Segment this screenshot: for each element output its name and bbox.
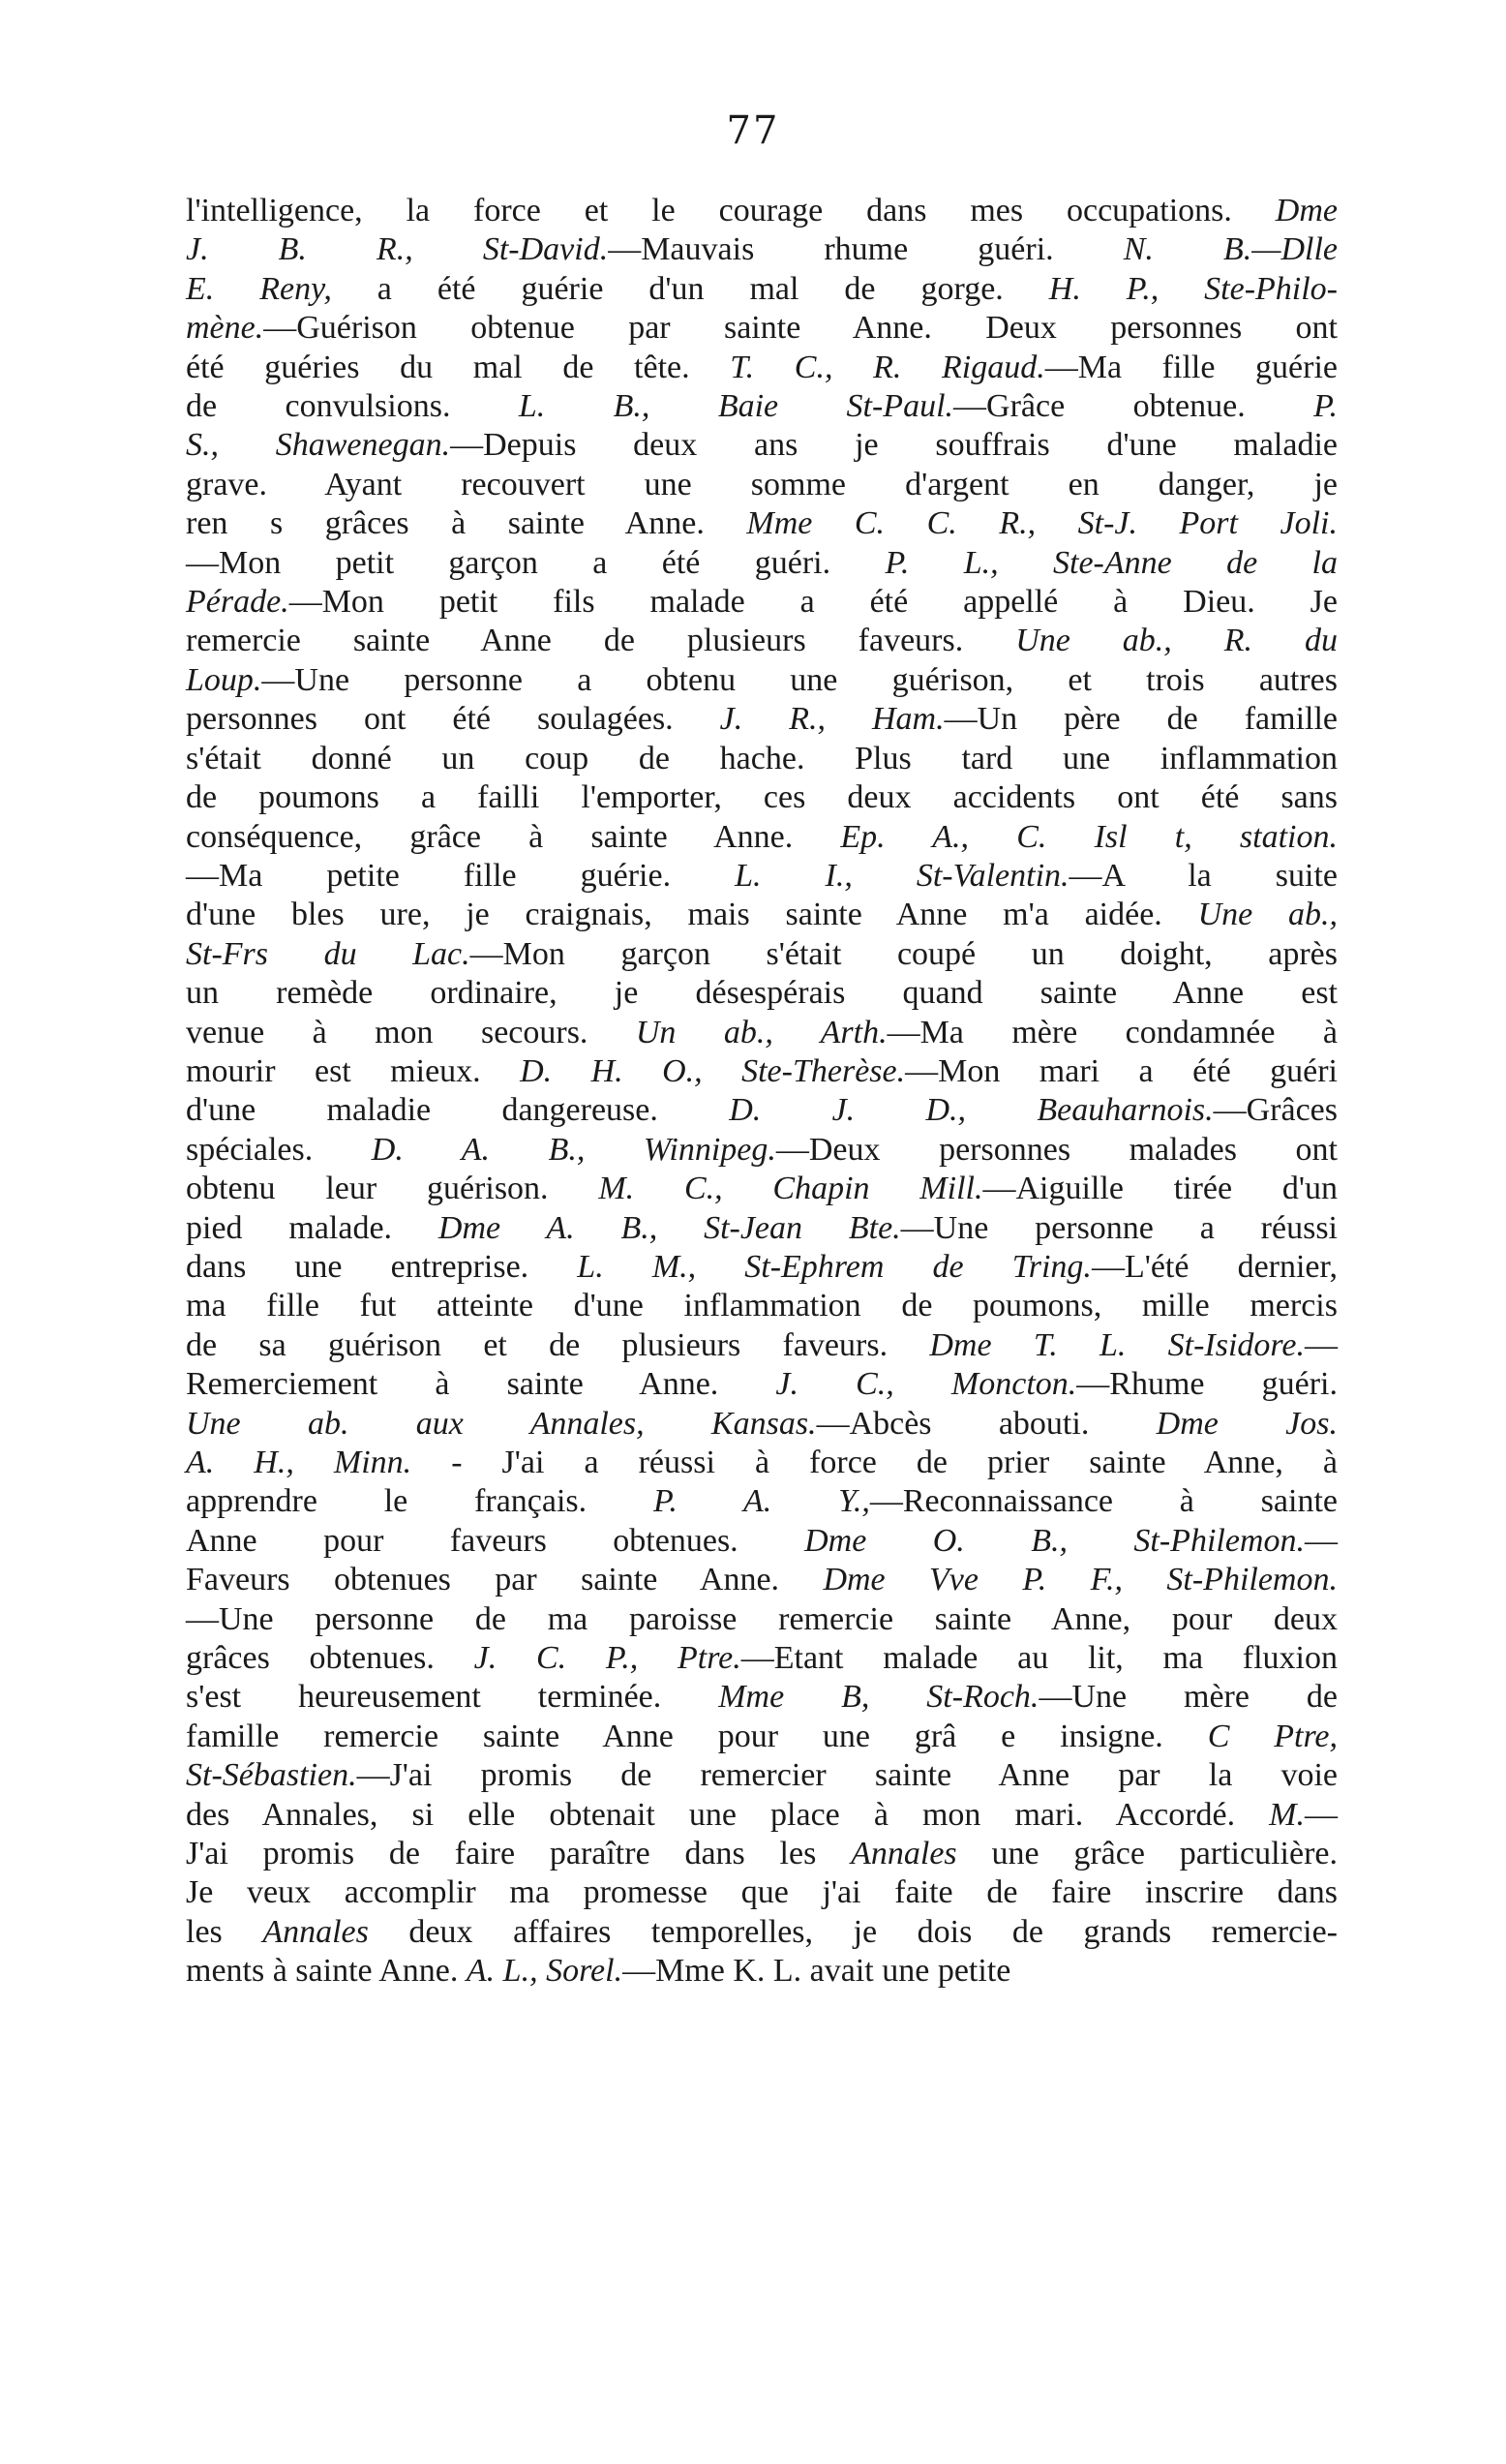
- italic-segment: Une ab.,: [1197, 897, 1338, 933]
- text-line: [186, 426, 1338, 465]
- text-segment: —Deux personnes malades ont: [775, 1131, 1339, 1168]
- text-segment: de poumons a failli l'emporter, ces deux accidents ont été sans: [186, 779, 1338, 816]
- text-segment: Je veux accomplir ma promesse que j'ai faite de faire inscrire dans: [186, 1874, 1338, 1911]
- text-segment: a été guérie d'un mal de gorge.: [331, 270, 1049, 307]
- text-line: [186, 974, 1338, 1013]
- text-segment: spéciales.: [186, 1131, 372, 1168]
- text-segment: —Mon garçon s'était coupé un doight, après: [469, 935, 1338, 972]
- text-segment: famille remercie sainte Anne pour une grâ e insigne.: [186, 1718, 1208, 1754]
- text-line: [186, 466, 1338, 504]
- text-segment: un remède ordinaire, je désespérais quand sainte Anne est: [186, 975, 1338, 1012]
- text-line: [186, 1600, 1338, 1639]
- italic-segment: St-Frs du Lac.: [186, 935, 470, 972]
- italic-segment: A. L., Sorel.: [466, 1953, 623, 1990]
- text-segment: apprendre le français.: [186, 1483, 653, 1520]
- italic-segment: M. C., Chapin Mill.: [598, 1171, 983, 1207]
- text-line: [186, 1405, 1338, 1444]
- text-segment: été guéries du mal de tête.: [186, 349, 731, 385]
- text-segment: —Une personne a obtenu une guérison, et trois autres: [261, 661, 1338, 698]
- text-segment: Faveurs obtenues par sainte Anne.: [186, 1562, 824, 1598]
- text-segment: —Une personne de ma paroisse remercie sainte Anne, pour deux: [186, 1600, 1338, 1637]
- text-line: [186, 1796, 1338, 1835]
- text-segment: grâces obtenues.: [186, 1640, 474, 1677]
- text-segment: Remerciement à sainte Anne.: [186, 1366, 776, 1403]
- text-line: [186, 270, 1338, 309]
- text-segment: Anne pour faveurs obtenues.: [186, 1522, 805, 1559]
- page-number: 77: [726, 108, 780, 153]
- text-segment: —: [1305, 1796, 1338, 1833]
- italic-segment: P. L., Ste-Anne de la: [885, 544, 1338, 581]
- text-segment: —J'ai promis de remercier sainte Anne par la voie: [356, 1757, 1338, 1794]
- text-line: [186, 818, 1338, 857]
- text-segment: ren s grâces à sainte Anne.: [186, 505, 747, 542]
- italic-segment: Dme Jos.: [1156, 1405, 1338, 1442]
- text-line: [186, 1131, 1338, 1170]
- italic-segment: Loup.: [186, 661, 262, 698]
- text-segment: —Ma fille guérie: [1044, 349, 1339, 385]
- text-segment: —Rhume guéri.: [1076, 1366, 1338, 1403]
- text-segment: conséquence, grâce à sainte Anne.: [186, 818, 841, 855]
- italic-segment: J. C., Moncton.: [775, 1366, 1077, 1403]
- italic-segment: L. I., St-Valentin.: [735, 857, 1069, 894]
- text-line: [186, 1639, 1338, 1678]
- text-segment: grave. Ayant recouvert une somme d'argent en danger, je: [186, 466, 1338, 502]
- text-line: [186, 1678, 1338, 1717]
- italic-segment: Pérade.: [186, 584, 289, 621]
- text-segment: —Mauvais rhume guéri.: [608, 231, 1124, 268]
- italic-segment: J. C. P., Ptre.: [473, 1640, 741, 1677]
- text-line: [186, 309, 1338, 348]
- italic-segment: H. P., Ste-Philo-: [1048, 270, 1339, 307]
- text-line: [186, 583, 1338, 622]
- text-line: [186, 387, 1338, 426]
- text-line: [186, 1718, 1338, 1756]
- italic-segment: D. J. D., Beauharnois.: [729, 1092, 1214, 1129]
- italic-segment: J. B. R., St-David.: [186, 231, 609, 268]
- text-line: [186, 1052, 1338, 1091]
- text-segment: mourir est mieux.: [186, 1052, 521, 1089]
- text-segment: de convulsions.: [186, 388, 519, 425]
- text-segment: pied malade.: [186, 1209, 438, 1246]
- italic-segment: St-Sébastien.: [186, 1757, 357, 1794]
- italic-segment: Dme A. B., St-Jean Bte.: [437, 1209, 901, 1246]
- italic-segment: Annales: [851, 1836, 957, 1872]
- text-segment: —Ma petite fille guérie.: [186, 857, 736, 894]
- text-segment: —Grâces: [1213, 1092, 1339, 1129]
- text-segment: J'ai promis de faire paraître dans les: [186, 1836, 852, 1872]
- text-line: [186, 1561, 1338, 1599]
- italic-segment: Annales: [262, 1913, 369, 1950]
- italic-segment: Une ab., R. du: [1015, 623, 1338, 659]
- text-line: [186, 1170, 1338, 1208]
- text-segment: —Depuis deux ans je souffrais d'une maladie: [450, 427, 1339, 464]
- italic-segment: Dme: [1275, 193, 1338, 228]
- text-line: [186, 1444, 1338, 1482]
- text-segment: de sa guérison et de plusieurs faveurs.: [186, 1326, 930, 1363]
- text-segment: deux affaires temporelles, je dois de grands remercie-: [368, 1913, 1338, 1950]
- italic-segment: D. H. O., Ste-Therèse.: [520, 1052, 906, 1089]
- text-segment: d'une bles ure, je craignais, mais sainte Anne m'a aidée.: [186, 897, 1198, 933]
- text-line: [186, 349, 1338, 387]
- text-segment: —A la suite: [1069, 857, 1338, 894]
- italic-segment: mène.: [186, 310, 264, 347]
- text-segment: —: [1305, 1326, 1338, 1363]
- italic-segment: Mme B, St-Roch.: [718, 1679, 1039, 1716]
- italic-segment: Mme C. C. R., St-J. Port Joli.: [746, 505, 1338, 542]
- text-segment: —Mon petit fils malade a été appellé à Dieu. Je: [288, 584, 1338, 621]
- text-line: [186, 1209, 1338, 1248]
- text-segment: —Reconnaissance à sainte: [869, 1483, 1338, 1520]
- text-segment: —Etant malade au lit, ma fluxion: [740, 1640, 1338, 1677]
- text-line: [186, 1482, 1338, 1521]
- text-segment: obtenu leur guérison.: [186, 1171, 599, 1207]
- italic-segment: N. B.—Dlle: [1123, 231, 1339, 268]
- italic-segment: Une ab. aux Annales, Kansas.: [186, 1405, 817, 1442]
- italic-segment: M.: [1269, 1796, 1305, 1833]
- italic-segment: T. C., R. Rigaud.: [730, 349, 1045, 385]
- text-segment: remercie sainte Anne de plusieurs faveurs.: [186, 623, 1016, 659]
- italic-segment: Un ab., Arth.: [635, 1014, 888, 1050]
- italic-segment: Dme T. L. St-Isidore.: [929, 1326, 1305, 1363]
- italic-segment: D. A. B., Winnipeg.: [371, 1131, 776, 1168]
- italic-segment: A. H., Minn.: [186, 1445, 412, 1480]
- text-segment: —Grâce obtenue.: [953, 388, 1314, 425]
- text-line: [186, 1091, 1338, 1130]
- text-line: [186, 1326, 1338, 1365]
- text-segment: —Ma mère condamnée à: [887, 1014, 1338, 1050]
- text-line: [186, 700, 1338, 739]
- text-segment: d'une maladie dangereuse.: [186, 1092, 730, 1129]
- italic-segment: Dme Vve P. F., St-Philemon.: [823, 1562, 1338, 1598]
- text-line: [186, 1248, 1338, 1287]
- italic-segment: S., Shawenegan.: [186, 427, 451, 464]
- text-line: [186, 896, 1338, 934]
- text-segment: —Mon mari a été guéri: [905, 1052, 1339, 1089]
- text-segment: ments à sainte Anne.: [186, 1953, 467, 1990]
- italic-segment: P.: [1313, 388, 1339, 425]
- text-line: [186, 1756, 1338, 1795]
- text-line: [186, 192, 1338, 230]
- italic-segment: E. Reny,: [186, 270, 332, 307]
- text-line: [186, 622, 1338, 660]
- text-segment: —Aiguille tirée d'un: [982, 1171, 1338, 1207]
- italic-segment: P. A. Y.,: [652, 1483, 870, 1520]
- text-line: [186, 1522, 1338, 1561]
- text-segment: une grâce particulière.: [956, 1836, 1338, 1872]
- text-line: [186, 1014, 1338, 1052]
- text-line: [186, 544, 1338, 583]
- text-line: [186, 1952, 1338, 1991]
- text-segment: —Guérison obtenue par sainte Anne. Deux personnes ont: [263, 310, 1338, 347]
- text-line: [186, 740, 1338, 778]
- italic-segment: Ep. A., C. Isl t, station.: [840, 818, 1338, 855]
- text-segment: venue à mon secours.: [186, 1014, 636, 1050]
- text-segment: —Mme K. L. avait une petite: [622, 1953, 1011, 1990]
- text-segment: - J'ai a réussi à force de prier sainte Anne, à: [411, 1445, 1338, 1480]
- italic-segment: L. B., Baie St-Paul.: [518, 388, 954, 425]
- text-line: [186, 1913, 1338, 1952]
- text-segment: des Annales, si elle obtenait une place à mon mari. Accordé.: [186, 1796, 1270, 1833]
- text-line: [186, 1835, 1338, 1873]
- text-line: [186, 1287, 1338, 1325]
- text-segment: les: [186, 1913, 263, 1950]
- text-line: [186, 778, 1338, 817]
- body-text: [186, 192, 1338, 1992]
- text-segment: s'est heureusement terminée.: [186, 1679, 719, 1716]
- text-line: [186, 504, 1338, 543]
- text-segment: —Mon petit garçon a été guéri.: [186, 544, 886, 581]
- italic-segment: L. M., St-Ephrem de Tring.: [577, 1248, 1092, 1285]
- text-line: [186, 857, 1338, 896]
- text-line: [186, 1873, 1338, 1912]
- text-segment: —: [1305, 1522, 1338, 1559]
- text-line: [186, 230, 1338, 269]
- text-line: [186, 661, 1338, 700]
- text-segment: l'intelligence, la force et le courage dans mes occupations.: [186, 193, 1276, 228]
- text-segment: —L'été dernier,: [1091, 1248, 1338, 1285]
- text-segment: —Un père de famille: [944, 701, 1338, 738]
- text-segment: —Une mère de: [1039, 1679, 1338, 1716]
- italic-segment: Dme O. B., St-Philemon.: [804, 1522, 1305, 1559]
- text-segment: ma fille fut atteinte d'une inflammation de poumons, mille mercis: [186, 1288, 1338, 1324]
- text-segment: dans une entreprise.: [186, 1248, 578, 1285]
- text-segment: —Abcès abouti.: [816, 1405, 1157, 1442]
- text-segment: s'était donné un coup de hache. Plus tard une inflammation: [186, 740, 1338, 776]
- text-segment: —Une personne a réussi: [900, 1209, 1339, 1246]
- text-line: [186, 1365, 1338, 1404]
- italic-segment: C Ptre,: [1207, 1718, 1339, 1754]
- italic-segment: J. R., Ham.: [719, 701, 945, 738]
- text-segment: personnes ont été soulagées.: [186, 701, 720, 738]
- text-line: [186, 935, 1338, 974]
